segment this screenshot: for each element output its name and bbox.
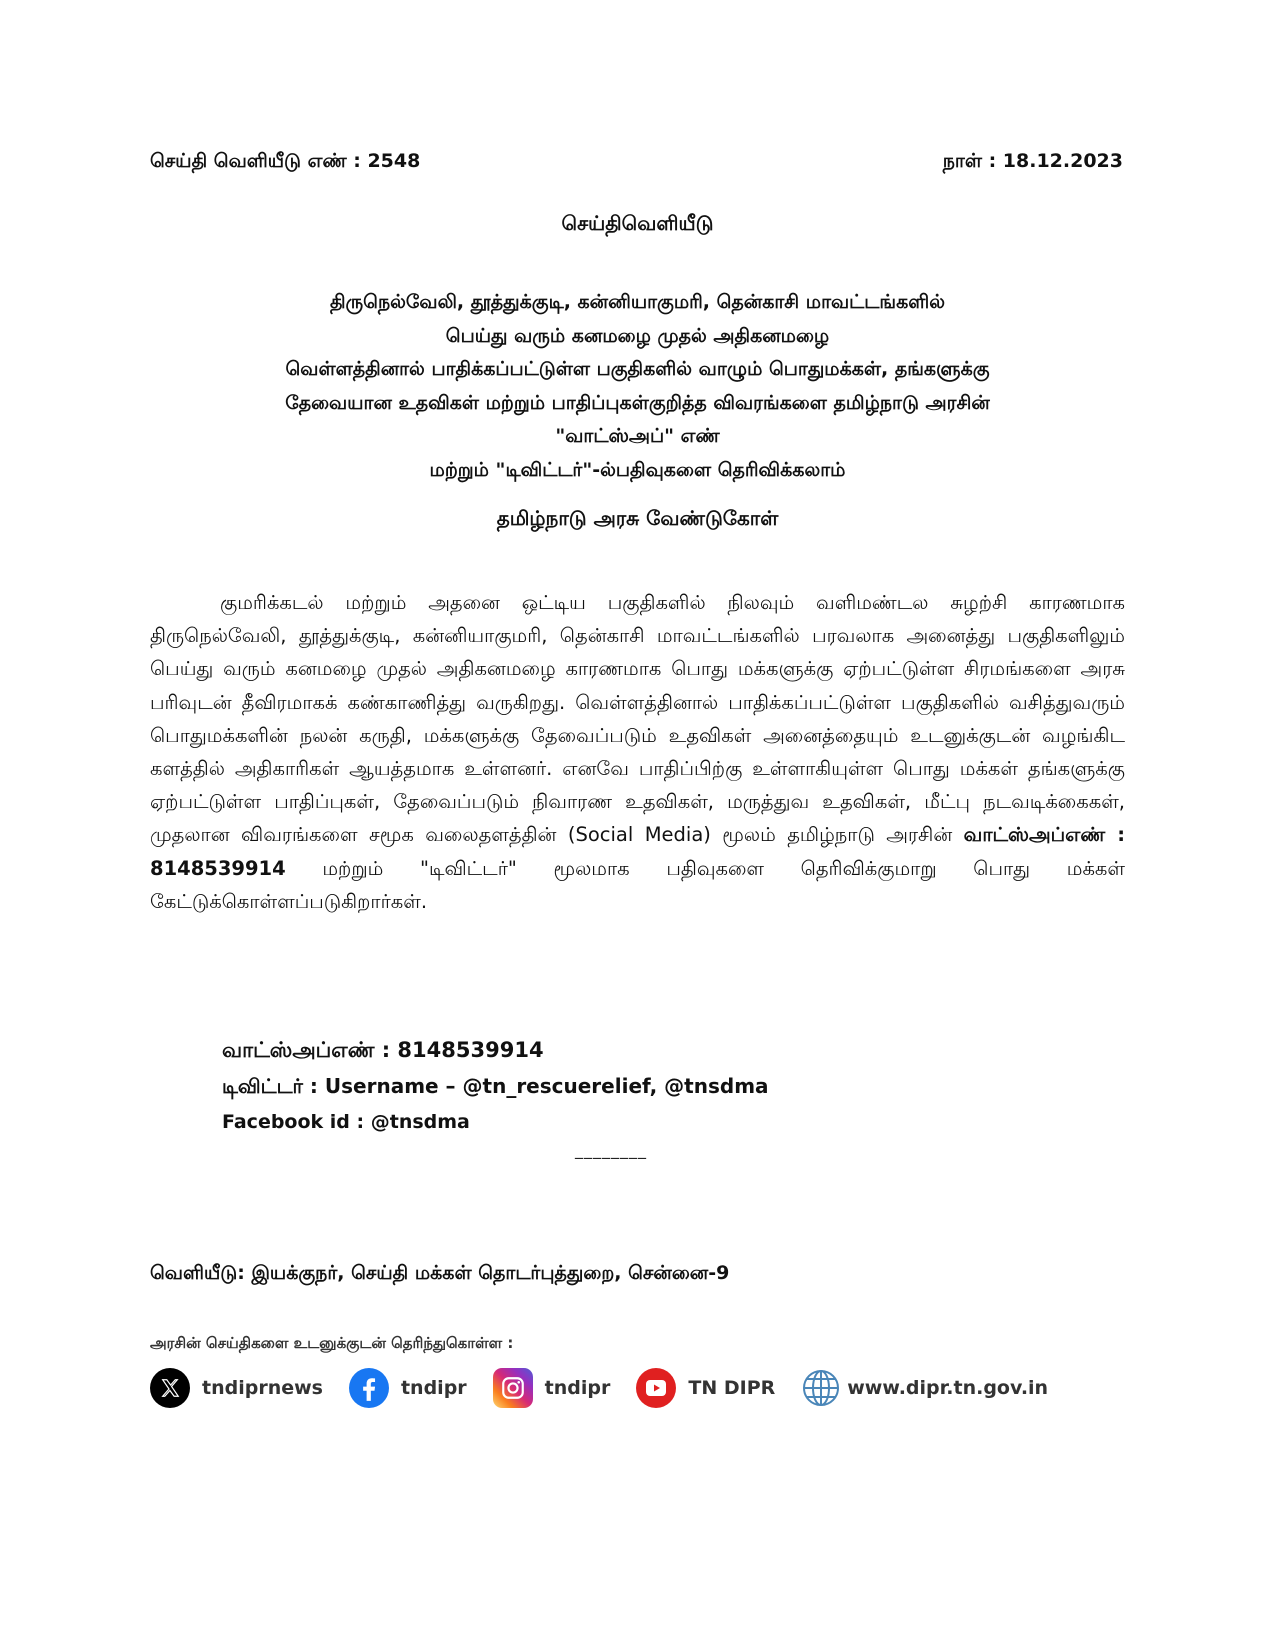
body-paragraph <box>150 586 1125 918</box>
social-subtitle: அரசின் செய்திகளை உடனுக்குடன் தெரிந்துகொள்ள : <box>150 1334 514 1352</box>
facebook-icon <box>349 1368 389 1408</box>
youtube-icon <box>636 1368 676 1408</box>
headline-line: மற்றும் "டிவிட்டர்"-ல்பதிவுகளை தெரிவிக்கலாம் <box>429 458 846 481</box>
facebook-contact: Facebook id : @tnsdma <box>222 1111 470 1133</box>
whatsapp-number-inline: 8148539914 <box>150 856 286 880</box>
separator: ________ <box>575 1140 647 1159</box>
social-links <box>150 1365 1074 1411</box>
contact-list <box>222 1032 769 1140</box>
headline-line: "வாட்ஸ்அப்" எண் <box>555 425 720 447</box>
social-link-youtube[interactable] <box>636 1368 775 1408</box>
headline <box>150 286 1125 487</box>
globe-icon <box>801 1368 841 1408</box>
social-label: TN DIPR <box>688 1377 776 1399</box>
social-link-facebook[interactable] <box>349 1368 467 1408</box>
twitter-contact: டிவிட்டர் : Username – @tn_rescuerelief, @tnsdma <box>222 1074 769 1098</box>
social-label: tndipr <box>544 1377 611 1399</box>
whatsapp-label-inline: வாட்ஸ்அப்எண் : <box>963 823 1125 847</box>
issued-by: வெளியீடு: இயக்குநர், செய்தி மக்கள் தொடர்புத்துறை, சென்னை-9 <box>150 1262 730 1284</box>
body-text: குமரிக்கடல் மற்றும் அதனை ஒட்டிய பகுதிகளில் நிலவும் வளிமண்டல சுழற்சி காரணமாக திருநெல்வேலி, தூத்துக்குடி, கன்னியாகுமரி, தென்காசி மாவட்டங்களில் பரவலாக அனைத்து பகுதிகளிலும் பெய்து வரும் கனமழை முதல் அதிகனமழை காரணமாக பொது மக்களுக்கு ஏற்பட்டுள்ள சிரமங்களை அரசு பரிவுடன் தீவிரமாகக் கண்காணித்து வருகிறது. வெள்ளத்தினால் பாதிக்கப்பட்டுள்ள பகுதிகளில் வசித்துவரும் பொதுமக்களின் நலன் கருதி, மக்களுக்கு தேவைப்படும் உதவிகள் அனைத்தையும் உடனுக்குடன் வழங்கிட களத்தில் அதிகாரிகள் ஆயத்தமாக உள்ளனர். எனவே பாதிப்பிற்கு உள்ளாகியுள்ள பொது மக்கள் தங்களுக்கு ஏற்பட்டுள்ள பாதிப்புகள், தேவைப்படும் நிவாரண உதவிகள், மருத்துவ உதவிகள், மீட்பு நடவடிக்கைகள், முதலான விவரங்களை சமூக வலைதளத்தின் (Social Media) மூலம் தமிழ்நாடு அரசின் <box>150 591 1125 847</box>
social-link-website[interactable] <box>801 1368 1048 1408</box>
release-date: நாள் : 18.12.2023 <box>942 150 1123 172</box>
social-label: tndipr <box>400 1377 467 1399</box>
body-text-end: மற்றும் "டிவிட்டர்" மூலமாக பதிவுகளை தெரிவிக்குமாறு பொது மக்கள் கேட்டுக்கொள்ளப்படுகிறார்கள். <box>150 856 1125 913</box>
social-link-x[interactable] <box>150 1368 323 1408</box>
social-label: www.dipr.tn.gov.in <box>847 1377 1049 1399</box>
social-label: tndiprnews <box>202 1377 323 1399</box>
x-icon <box>150 1368 190 1408</box>
social-link-instagram[interactable] <box>493 1368 611 1408</box>
headline-line: வெள்ளத்தினால் பாதிக்கப்பட்டுள்ள பகுதிகளில் வாழும் பொதுமக்கள், தங்களுக்கு <box>285 358 990 380</box>
headline-line: திருநெல்வேலி, தூத்துக்குடி, கன்னியாகுமரி, தென்காசி மாவட்டங்களில் <box>329 291 945 313</box>
headline-line: தேவையான உதவிகள் மற்றும் பாதிப்புகள்குறித்த விவரங்களை தமிழ்நாடு அரசின் <box>285 391 990 414</box>
document-title: செய்திவெளியீடு <box>561 211 714 235</box>
headline-line: பெய்து வரும் கனமழை முதல் அதிகனமழை <box>445 324 830 347</box>
whatsapp-contact: வாட்ஸ்அப்எண் : 8148539914 <box>222 1038 544 1062</box>
instagram-icon <box>493 1368 533 1408</box>
section-title: தமிழ்நாடு அரசு வேண்டுகோள் <box>496 506 779 530</box>
release-number: செய்தி வெளியீடு எண் : 2548 <box>150 150 421 172</box>
